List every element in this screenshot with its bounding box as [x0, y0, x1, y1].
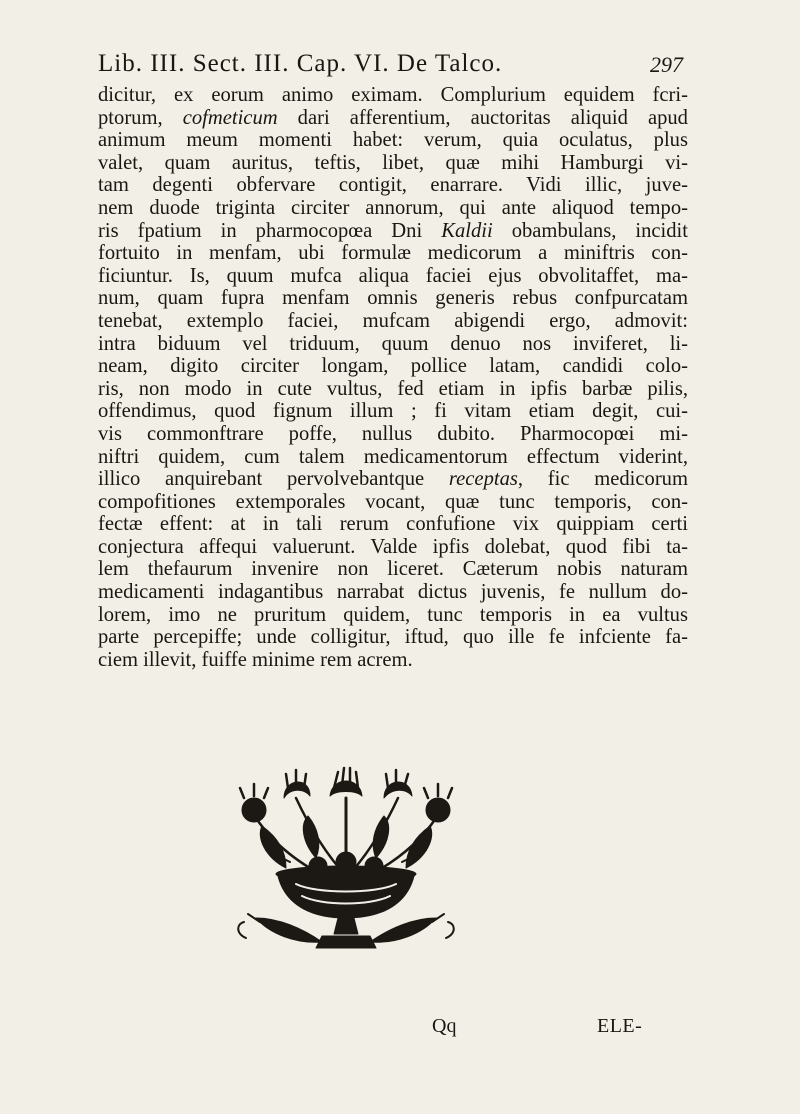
text-line	[98, 400, 688, 423]
text-line	[98, 355, 688, 378]
text-line	[98, 604, 688, 627]
text-run: medicamenti indagantibus narrabat dictus juvenis, fe nullum do-	[98, 581, 688, 604]
text-run: ris fpatium in pharmocopœa Dni	[98, 219, 442, 242]
text-run: conjectura affequi valuerunt. Valde ipfis dolebat, quod fibi ta-	[98, 535, 688, 558]
text-line	[98, 242, 688, 265]
text-line	[98, 581, 688, 604]
text-line	[98, 558, 688, 581]
signature-mark: Qq	[432, 1015, 457, 1037]
text-line	[98, 333, 688, 356]
italic-term: Kaldii	[441, 219, 493, 242]
text-run: tenebat, extemplo faciei, mufcam abigendi ergo, admovit:	[98, 309, 688, 332]
text-run: compofitiones extemporales vocant, quæ tunc temporis, con-	[98, 490, 688, 513]
text-run: illico anquirebant pervolvebantque	[98, 468, 449, 491]
text-line	[98, 649, 688, 672]
text-run: dicitur, ex eorum animo eximam. Complurium equidem fcri-	[98, 84, 688, 106]
body-text	[98, 84, 688, 671]
page-header	[98, 50, 683, 86]
italic-term: cofmeticum	[182, 106, 278, 129]
text-run: valet, quam auritus, teftis, libet, quæ mihi Hamburgi vi-	[98, 151, 688, 174]
text-run: , fic medicorum	[517, 468, 688, 491]
text-run: ficiuntur. Is, quum mufca aliqua faciei ejus obvolitaffet, ma-	[98, 264, 688, 287]
floral-basket-woodcut-icon	[226, 758, 466, 968]
text-line	[98, 446, 688, 469]
text-run: intra biduum vel triduum, quum denuo nos inviferet, li-	[98, 332, 688, 355]
text-run: lorem, imo ne pruritum quidem, tunc temporis in ea vultus	[98, 603, 688, 626]
text-run: animum meum momenti habet: verum, quia oculatus, plus	[98, 129, 688, 152]
italic-term: receptas	[448, 468, 518, 491]
text-line	[98, 536, 688, 559]
text-run: fectæ effent: at in tali rerum confufione vix quippiam certi	[98, 513, 688, 536]
text-run: parte percepiffe; unde colligitur, iftud, quo ille fe infciente fa-	[98, 626, 688, 649]
catchword: ELE-	[597, 1015, 643, 1037]
text-run: ris, non modo in cute vultus, fed etiam in ipfis barbæ pilis,	[98, 377, 688, 400]
text-line	[98, 197, 688, 220]
text-run: nem duode triginta circiter annorum, qui ante aliquod tempo-	[98, 196, 688, 219]
text-run: obambulans, incidit	[492, 219, 688, 242]
text-run: lem thefaurum invenire non liceret. Cæterum nobis naturam	[98, 558, 688, 581]
text-run: dari afferentium, auctoritas aliquid apud	[277, 106, 688, 129]
text-line	[98, 152, 688, 175]
text-line	[98, 84, 688, 107]
text-line	[98, 220, 688, 243]
text-run: fortuito in menfam, ubi formulæ medicorum a miniftris con-	[98, 242, 688, 265]
text-line	[98, 174, 688, 197]
text-line	[98, 107, 688, 130]
text-line	[98, 287, 688, 310]
text-line	[98, 468, 688, 491]
text-run: vis commonftrare poffe, nullus dubito. Pharmocopœi mi-	[98, 422, 688, 445]
text-run: ciem illevit, fuiffe minime rem acrem.	[98, 648, 413, 671]
text-line	[98, 626, 688, 649]
text-line	[98, 265, 688, 288]
text-line	[98, 423, 688, 446]
text-run: neam, digito circiter longam, pollice latam, candidi colo-	[98, 355, 688, 378]
text-line	[98, 310, 688, 333]
text-line	[98, 378, 688, 401]
running-head: Lib. III. Sect. III. Cap. VI. De Talco.	[98, 50, 503, 77]
page-number: 297	[650, 52, 683, 77]
text-run: ptorum,	[98, 106, 183, 129]
text-run: tam degenti obfervare contigit, enarrare. Vidi illic, juve-	[98, 174, 688, 197]
text-line	[98, 129, 688, 152]
text-run: offendimus, quod fignum illum ; fi vitam etiam degit, cui-	[98, 400, 688, 423]
text-run: niftri quidem, cum talem medicamentorum effectum viderint,	[98, 445, 688, 468]
text-run: num, quam fupra menfam omnis generis rebus confpurcatam	[98, 287, 688, 310]
text-line	[98, 491, 688, 514]
text-line	[98, 513, 688, 536]
